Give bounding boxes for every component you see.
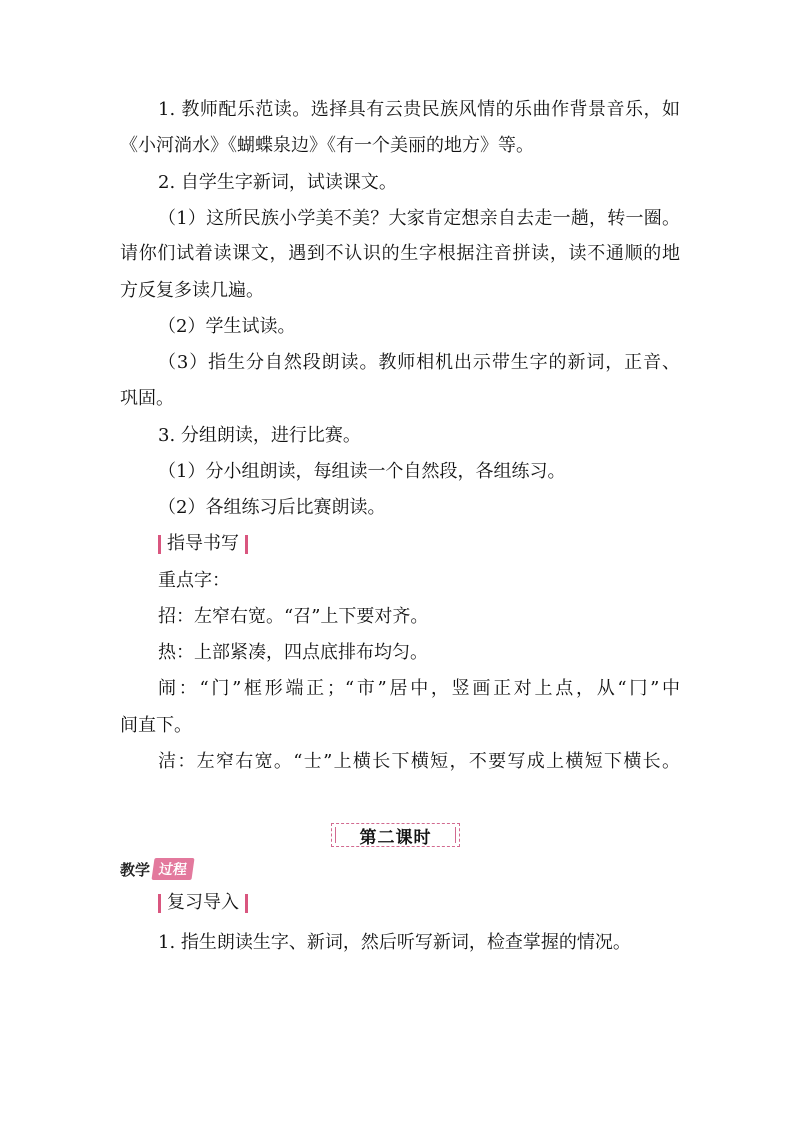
text-line: （1）分小组朗读，每组读一个自然段，各组练习。	[158, 461, 566, 482]
heading-bar-right	[245, 894, 248, 913]
section-heading	[158, 533, 248, 555]
text-line: 热：上部紧凑，四点底排布均匀。	[158, 642, 428, 663]
text-line: 3. 分组朗读，进行比赛。	[158, 425, 361, 446]
lesson-title: 第二课时	[359, 827, 432, 848]
heading-text: 指导书写	[167, 533, 239, 554]
text-line: 《小河淌水》《蝴蝶泉边》《有一个美丽的地方》等。	[120, 135, 534, 156]
text-line: 方反复多读几遍。	[120, 280, 264, 301]
text-line: （2）各组练习后比赛朗读。	[158, 497, 386, 518]
heading-text: 复习导入	[167, 892, 239, 913]
text-line: 重点字：	[158, 570, 230, 591]
process-label-right: 过程	[151, 858, 194, 880]
lesson-title-box	[331, 823, 460, 847]
text-line: 闹：“门”框形端正；“市”居中，竖画正对上点，从“冂”中	[158, 678, 680, 699]
text-line: 间直下。	[120, 715, 192, 736]
text-line: 洁：左窄右宽。“士”上横长下横短，不要写成上横短下横长。	[158, 751, 680, 772]
text-line: 巩固。	[120, 388, 174, 409]
text-line: 招：左窄右宽。“召”上下要对齐。	[158, 606, 429, 627]
text-line: （1）这所民族小学美不美？大家肯定想亲自去走一趟，转一圈。	[158, 208, 680, 229]
text-line: （3）指生分自然段朗读。教师相机出示带生字的新词，正音、	[158, 352, 680, 373]
section-heading	[158, 892, 248, 914]
text-line: 请你们试着读课文，遇到不认识的生字根据注音拼读，读不通顺的地	[120, 243, 680, 264]
text-line: （2）学生试读。	[158, 316, 296, 337]
text-line: 1. 教师配乐范读。选择具有云贵民族风情的乐曲作背景音乐，如	[158, 99, 680, 120]
process-label	[120, 858, 193, 880]
heading-bar-right	[245, 535, 248, 554]
text-line: 2. 自学生字新词，试读课文。	[158, 172, 397, 193]
process-label-left: 教学	[120, 860, 151, 879]
text-line: 1. 指生朗读生字、新词，然后听写新词，检查掌握的情况。	[158, 932, 631, 953]
